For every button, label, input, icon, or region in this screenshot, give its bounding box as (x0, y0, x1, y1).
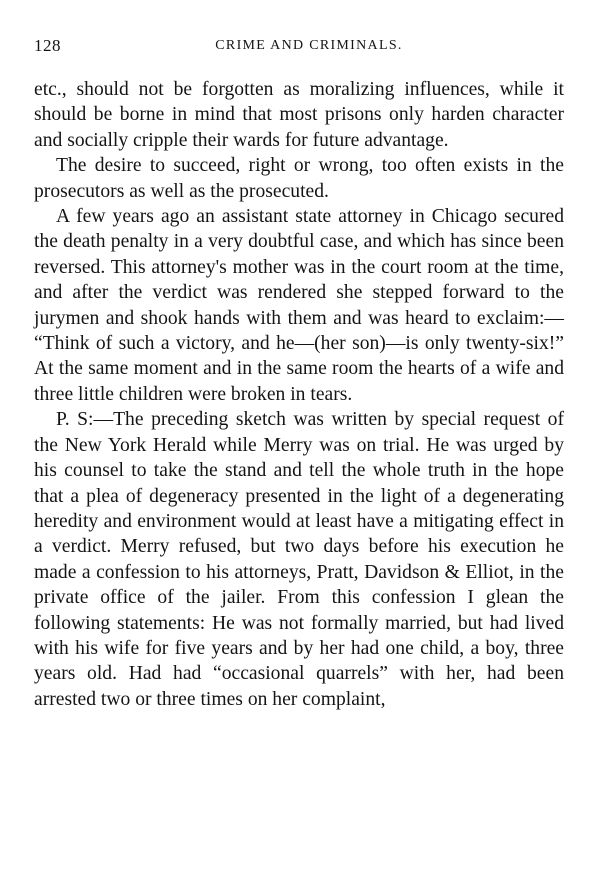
book-page (34, 30, 564, 712)
page-header (34, 30, 564, 58)
page-number: 128 (34, 36, 61, 55)
paragraph-chicago-case: A few years ago an assistant state attorney in Chicago secured the death penalty in a very doubtful case, and which has since been reversed. This attorney's mother was in the court room at the time, and after the verdict was rendered she stepped forward to the jurymen and shook hands with them and was heard to exclaim:— “Think of such a victory, and he—(her son)—is only twenty-six!” At the same moment and in the same room the hearts of a wife and three little children were broken in tears. (34, 206, 564, 405)
paragraph-desire-to-succeed: The desire to succeed, right or wrong, too often exists in the prosecutors as well as the prosecuted. (34, 155, 564, 202)
paragraph-continued: etc., should not be forgotten as moralizing influences, while it should be borne in mind that most prisons only harden character and socially cripple their wards for future advantage. (34, 79, 564, 151)
running-head: CRIME AND CRIMINALS. (215, 38, 403, 53)
body-text (34, 77, 564, 712)
paragraph-postscript: P. S:—The preceding sketch was written by special request of the New York Herald while Merry was on trial. He was urged by his counsel to take the stand and tell the whole truth in the hope that a plea of degeneracy presented in the light of a degenerating heredity and environment would at least have a mitigating effect in a verdict. Merry refused, but two days before his execution he made a confession to his attorneys, Pratt, Davidson & Elliot, in the private office of the jailer. From this confession I glean the following statements: He was not formally married, but had lived with his wife for five years and by her had one child, a boy, three years old. Had had “occasional quarrels” with her, had been arrested two or three times on her complaint, (34, 409, 564, 710)
